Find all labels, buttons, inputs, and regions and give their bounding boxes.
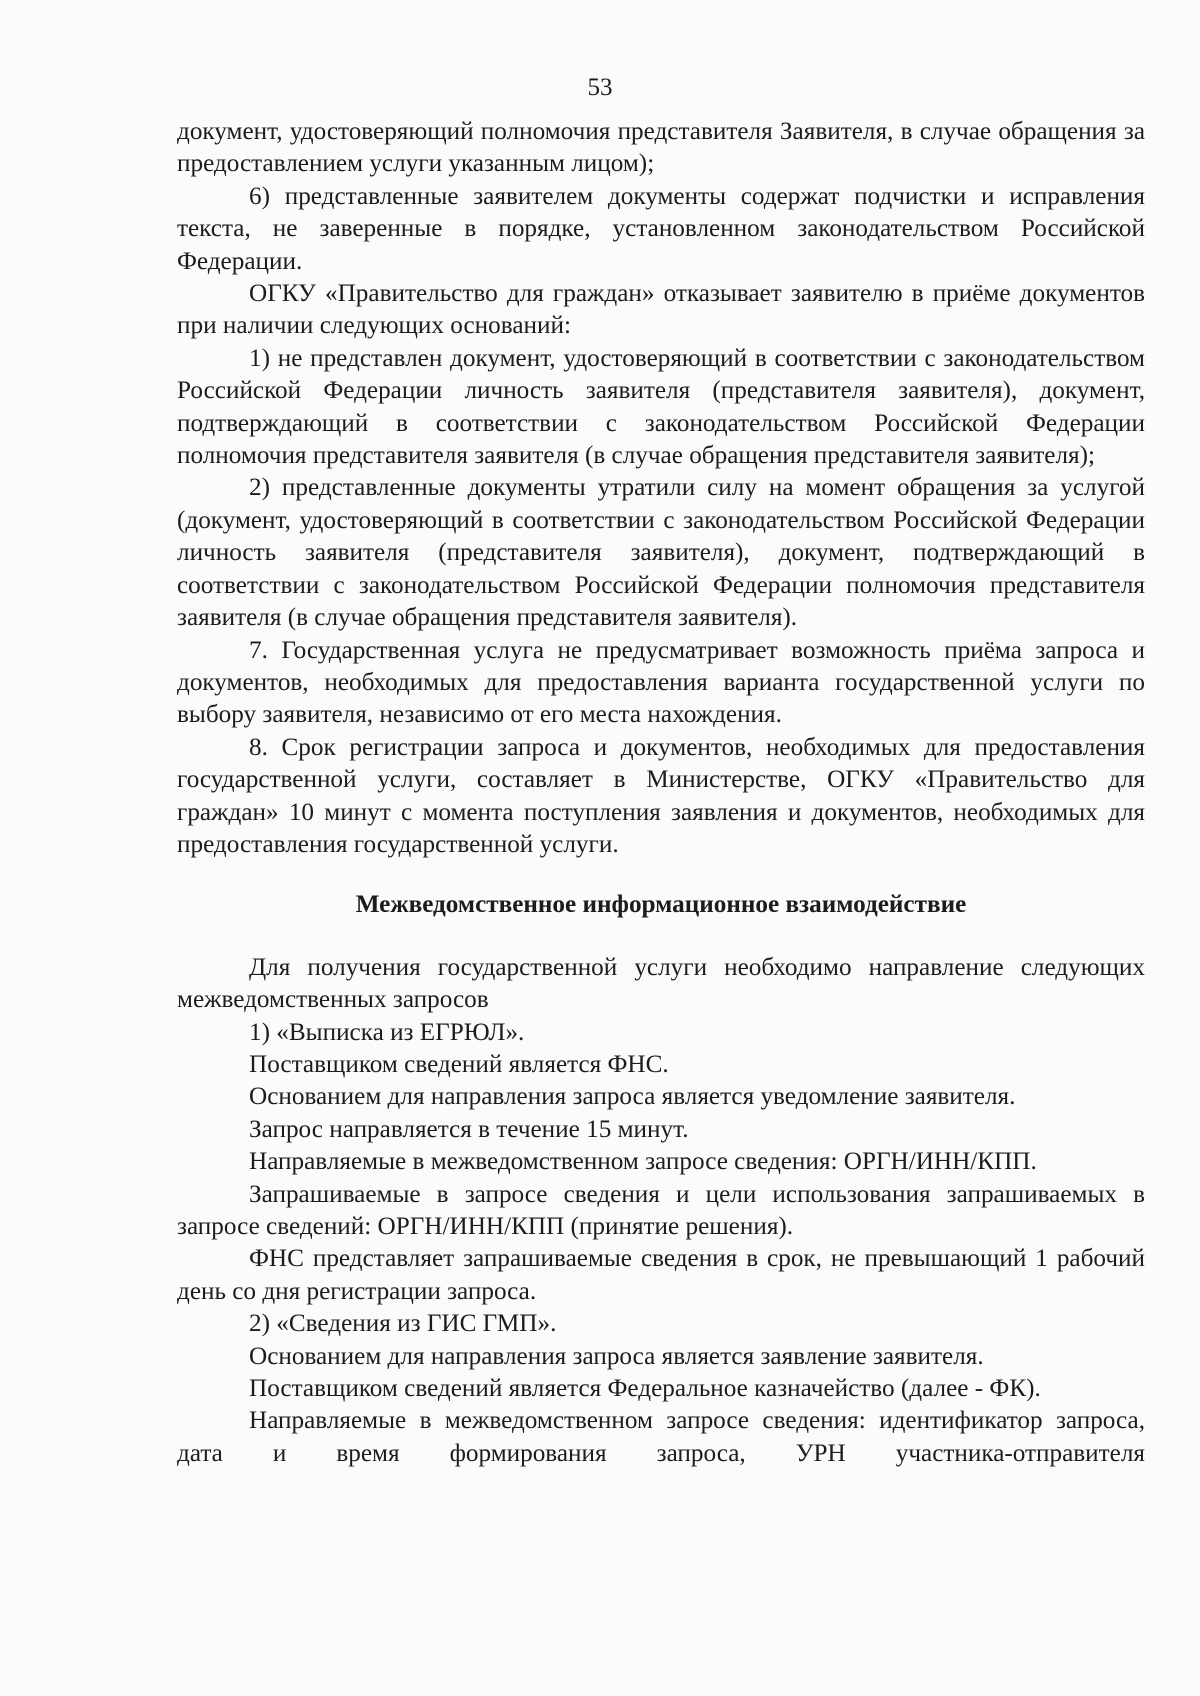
document-body [177,116,1145,1470]
paragraph: 6) представленные заявителем документы содержат подчистки и исправления текста, не заверенные в порядке, установленном законодательством Российской Федерации. [177,182,1145,275]
paragraph: 2) представленные документы утратили силу на момент обращения за услугой (документ, удостоверяющий в соответствии с законодательством Российской Федерации личность заявителя (представителя заявителя), документ, подтверждающий в соответствии с законодательством Российской Федерации полномочия представителя заявителя (в случае обращения представителя заявителя). [177,474,1145,632]
paragraph: 8. Срок регистрации запроса и документов, необходимых для предоставления государственной услуги, составляет в Министерстве, ОГКУ «Правительство для граждан» 10 минут с момента поступления заявления и документов, необходимых для предоставления государственной услуги. [177,733,1145,858]
paragraph: ФНС представляет запрашиваемые сведения в срок, не превышающий 1 рабочий день со дня регистрации запроса. [177,1245,1145,1305]
list-item: 2) «Сведения из ГИС ГМП». [249,1310,557,1338]
list-item: 1) «Выписка из ЕГРЮЛ». [249,1018,525,1046]
paragraph: Поставщиком сведений является ФНС. [249,1050,669,1078]
paragraph: Направляемые в межведомственном запросе сведения: ОРГН/ИНН/КПП. [249,1148,1037,1176]
paragraph: ОГКУ «Правительство для граждан» отказывает заявителю в приёме документов при наличии следующих оснований: [177,280,1145,340]
page-number: 53 [587,74,613,101]
paragraph: Поставщиком сведений является Федеральное казначейство (далее - ФК). [249,1375,1041,1403]
paragraph: документ, удостоверяющий полномочия представителя Заявителя, в случае обращения за предоставлением услуги указанным лицом); [177,118,1145,178]
paragraph: Для получения государственной услуги необходимо направление следующих межведомственных запросов [177,953,1145,1014]
paragraph: Основанием для направления запроса является уведомление заявителя. [249,1083,1016,1111]
paragraph: Основанием для направления запроса является заявление заявителя. [249,1342,984,1370]
paragraph: Запрашиваемые в запросе сведения и цели использования запрашиваемых в запросе сведений: ОРГН/ИНН/КПП (принятие решения). [177,1180,1145,1240]
paragraph: 7. Государственная услуга не предусматривает возможность приёма запроса и документов, необходимых для предоставления варианта государственной услуги по выбору заявителя, независимо от его места нахождения. [177,636,1145,729]
section-heading: Межведомственное информационное взаимодействие [355,891,967,919]
paragraph: Запрос направляется в течение 15 минут. [249,1115,689,1143]
paragraph: 1) не представлен документ, удостоверяющий в соответствии с законодательством Российской Федерации личность заявителя (представителя заявителя), документ, подтверждающий в соответствии с законодательством Российской Федерации полномочия представителя заявителя (в случае обращения представителя заявителя); [177,344,1145,470]
paragraph: Направляемые в межведомственном запросе сведения: идентификатор запроса, дата и время формирования запроса, УРН участника-отправителя [177,1407,1145,1467]
